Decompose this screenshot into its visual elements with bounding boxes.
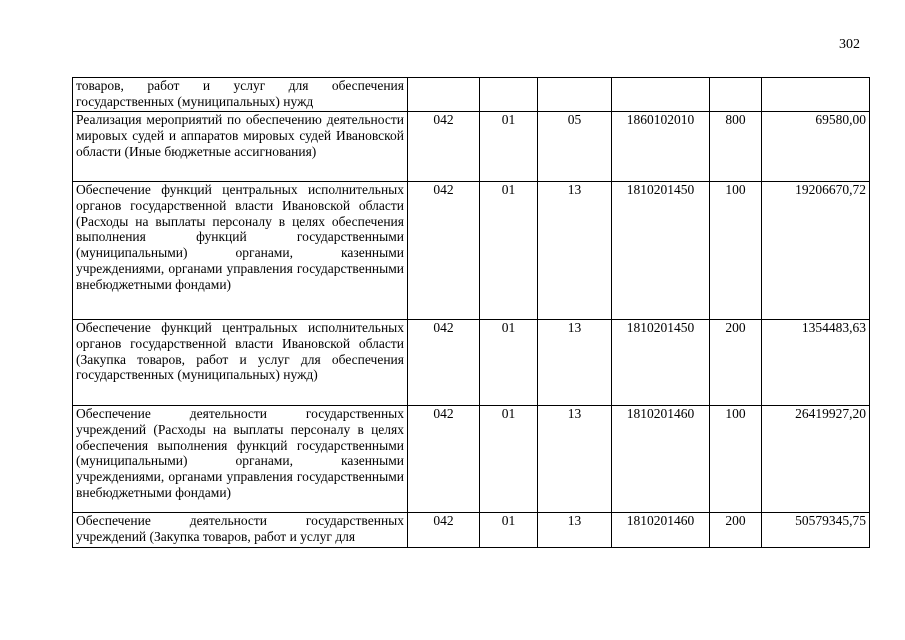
section-code: 01	[480, 406, 538, 513]
expense-description: Обеспечение функций центральных исполнительных органов государственной власти Ивановской области (Расходы на выплаты персоналу в целях обеспечения выполнения функций государственными (муниципальными) органами, казенными учреждениями, органами управления государственными внебюджетными фондами)	[73, 182, 408, 320]
table-row	[73, 320, 870, 406]
ministry-code: 042	[408, 112, 480, 182]
table-row	[73, 78, 870, 112]
expense-description: Обеспечение функций центральных исполнительных органов государственной власти Ивановской области (Закупка товаров, работ и услуг для обеспечения государственных (муниципальных) нужд)	[73, 320, 408, 406]
expense-description: Реализация мероприятий по обеспечению деятельности мировых судей и аппаратов мировых судей Ивановской области (Иные бюджетные ассигнования)	[73, 112, 408, 182]
subsection-code: 13	[538, 513, 612, 548]
target-article-code	[612, 78, 710, 112]
target-article-code: 1810201450	[612, 182, 710, 320]
expense-type-code: 800	[710, 112, 762, 182]
subsection-code: 05	[538, 112, 612, 182]
ministry-code: 042	[408, 182, 480, 320]
amount	[762, 78, 870, 112]
expense-type-code: 100	[710, 406, 762, 513]
page-number: 302	[839, 37, 860, 52]
expense-type-code: 100	[710, 182, 762, 320]
expense-type-code: 200	[710, 320, 762, 406]
ministry-code: 042	[408, 513, 480, 548]
expense-description: Обеспечение деятельности государственных учреждений (Закупка товаров, работ и услуг для	[73, 513, 408, 548]
amount: 1354483,63	[762, 320, 870, 406]
table-row	[73, 513, 870, 548]
amount: 50579345,75	[762, 513, 870, 548]
section-code: 01	[480, 320, 538, 406]
expense-description: товаров, работ и услуг для обеспечения государственных (муниципальных) нужд	[73, 78, 408, 112]
section-code: 01	[480, 182, 538, 320]
expense-type-code: 200	[710, 513, 762, 548]
section-code: 01	[480, 513, 538, 548]
ministry-code	[408, 78, 480, 112]
target-article-code: 1810201460	[612, 513, 710, 548]
section-code	[480, 78, 538, 112]
table-row	[73, 112, 870, 182]
subsection-code: 13	[538, 406, 612, 513]
budget-table	[72, 77, 870, 548]
target-article-code: 1860102010	[612, 112, 710, 182]
target-article-code: 1810201450	[612, 320, 710, 406]
subsection-code	[538, 78, 612, 112]
subsection-code: 13	[538, 182, 612, 320]
amount: 19206670,72	[762, 182, 870, 320]
target-article-code: 1810201460	[612, 406, 710, 513]
table-row	[73, 406, 870, 513]
ministry-code: 042	[408, 406, 480, 513]
expense-type-code	[710, 78, 762, 112]
table-row	[73, 182, 870, 320]
section-code: 01	[480, 112, 538, 182]
subsection-code: 13	[538, 320, 612, 406]
ministry-code: 042	[408, 320, 480, 406]
amount: 69580,00	[762, 112, 870, 182]
expense-description: Обеспечение деятельности государственных учреждений (Расходы на выплаты персоналу в целях обеспечения выполнения функций государственными (муниципальными) органами, казенными учреждениями, органами управления государственными внебюджетными фондами)	[73, 406, 408, 513]
amount: 26419927,20	[762, 406, 870, 513]
